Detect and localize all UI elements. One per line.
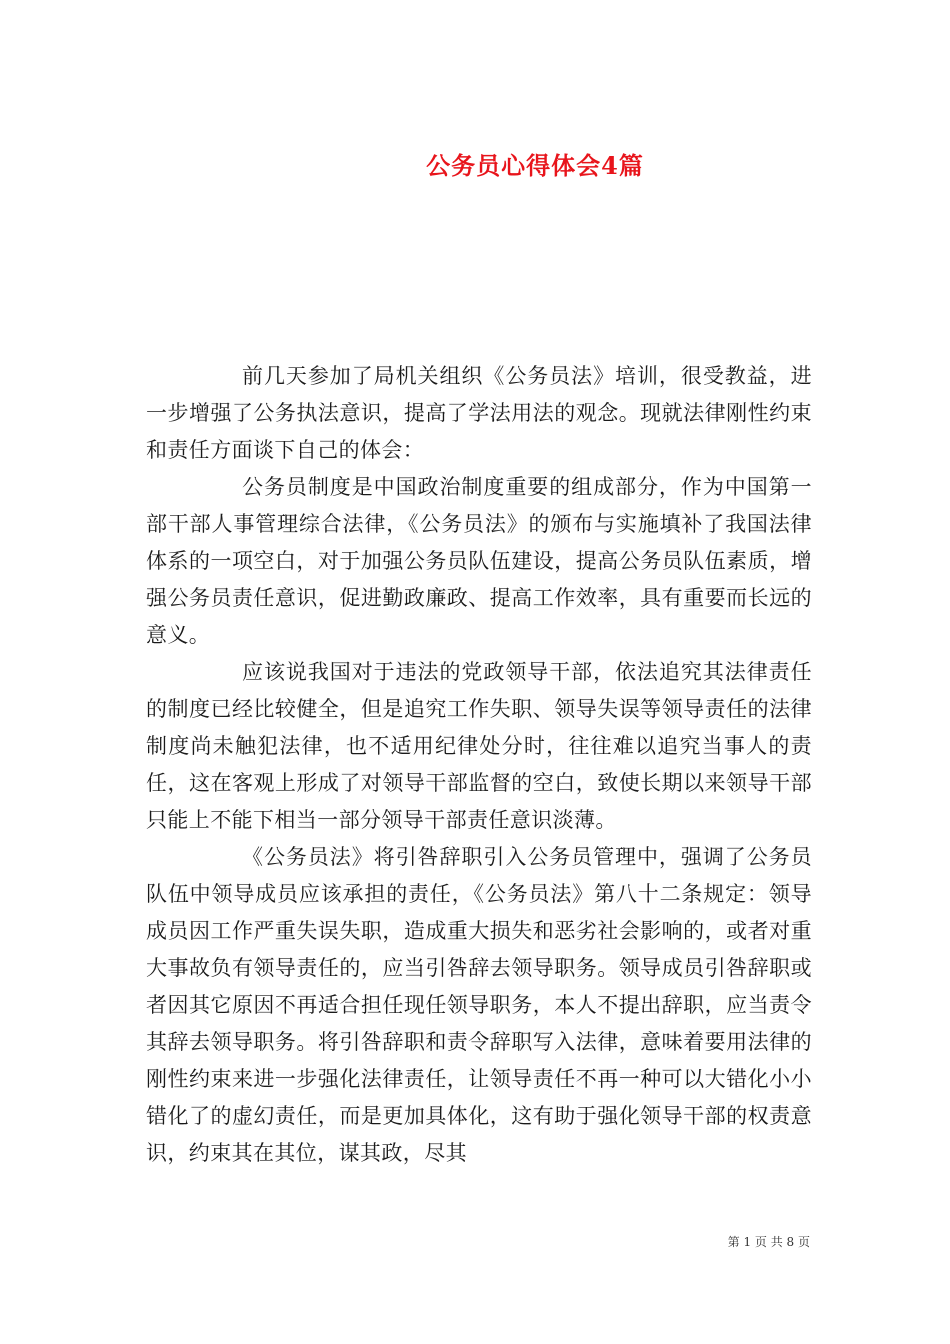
paragraph-4: 《公务员法》将引咎辞职引入公务员管理中，强调了公务员队伍中领导成员应该承担的责任，《公务员法》第八十二条规定：领导成员因工作严重失误失职，造成重大损失和恶劣社会影响的，或者对重大事故负有领导责任的，应当引咎辞去领导职务。领导成员引咎辞职或者因其它原因不再适合担任现任领导职务，本人不提出辞职，应当责令其辞去领导职务。将引咎辞职和责令辞职写入法律，意味着要用法律的刚性约束来进一步强化法律责任，让领导责任不再一种可以大错化小小错化了的虚幻责任，而是更加具体化，这有助于强化领导干部的权责意识，约束其在其位，谋其政，尽其 [146, 845, 812, 1165]
paragraph-2: 公务员制度是中国政治制度重要的组成部分，作为中国第一部干部人事管理综合法律，《公务员法》的颁布与实施填补了我国法律体系的一项空白，对于加强公务员队伍建设，提高公务员队伍素质，增强公务员责任意识，促进勤政廉政、提高工作效率，具有重要而长远的意义。 [146, 475, 812, 647]
paragraph-3: 应该说我国对于违法的党政领导干部，依法追究其法律责任的制度已经比较健全，但是追究工作失职、领导失误等领导责任的法律制度尚未触犯法律，也不适用纪律处分时，往往难以追究当事人的责任，这在客观上形成了对领导干部监督的空白，致使长期以来领导干部只能上不能下相当一部分领导干部责任意识淡薄。 [146, 660, 812, 832]
paragraph-1: 前几天参加了局机关组织《公务员法》培训，很受教益，进一步增强了公务执法意识，提高了学法用法的观念。现就法律刚性约束和责任方面谈下自己的体会： [146, 364, 812, 462]
document-body [146, 358, 812, 1172]
page-title: 公务员心得体会4篇 [426, 151, 644, 181]
page-number: 第 1 页 共 8 页 [727, 1235, 810, 1249]
